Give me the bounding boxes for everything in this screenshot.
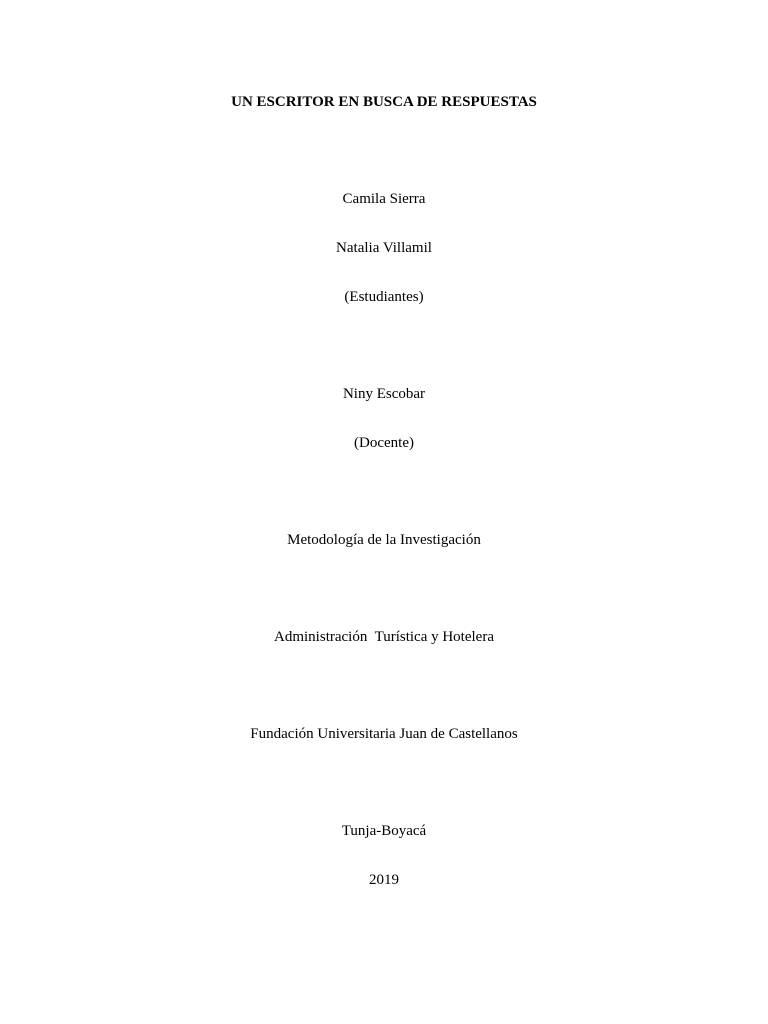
program-name: Administración Turística y Hotelera xyxy=(274,629,494,645)
teacher-name: Niny Escobar xyxy=(342,386,426,402)
author-name: Natalia Villamil xyxy=(336,240,432,256)
teacher-role: (Docente) xyxy=(354,435,414,451)
course-name: Metodología de la Investigación xyxy=(287,532,481,548)
authors-role: (Estudiantes) xyxy=(344,289,424,305)
document-title: UN ESCRITOR EN BUSCA DE RESPUESTAS xyxy=(231,94,537,110)
institution-name: Fundación Universitaria Juan de Castellanos xyxy=(250,726,518,742)
year: 2019 xyxy=(369,872,399,888)
city: Tunja-Boyacá xyxy=(341,823,427,839)
author-name: Camila Sierra xyxy=(342,191,426,207)
